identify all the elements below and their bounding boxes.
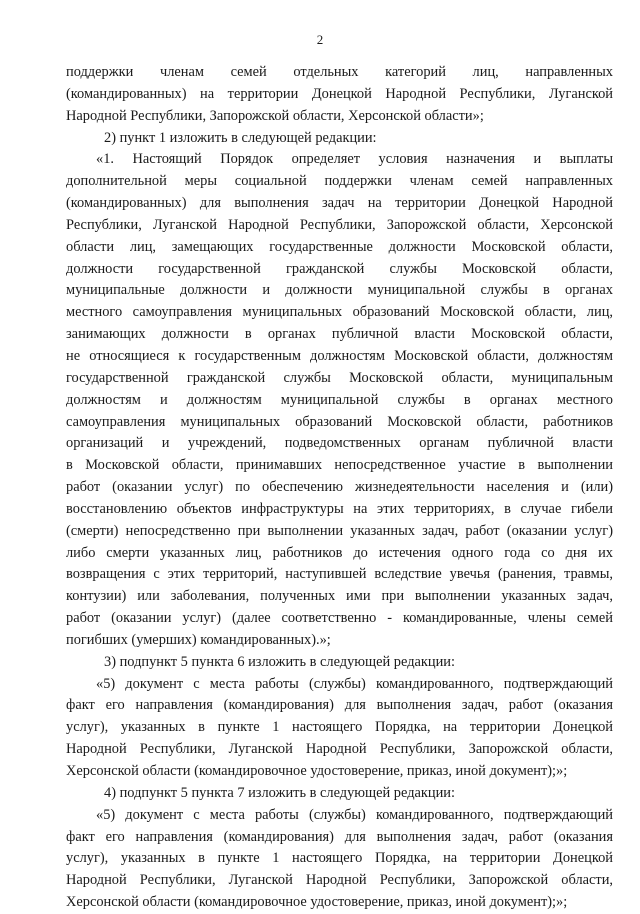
text-line: «5) документ с места работы (службы) командированного, подтверждающий [96, 675, 613, 692]
text-line: Херсонской области (командировочное удостоверение, приказ, иной документ);»; [66, 894, 568, 911]
text-line: 4) подпункт 5 пункта 7 изложить в следующей редакции: [104, 784, 455, 801]
text-line: государственной гражданской службы Московской области, муниципальным [66, 369, 613, 386]
text-line: организаций и учреждений, подведомственных органам публичной власти [66, 435, 613, 452]
text-line: (командированных) на территории Донецкой Народной Республики, Луганской [66, 85, 613, 102]
text-line: контузии) или заболевания, полученных ими при выполнении указанных задач, [66, 588, 613, 605]
text-line: Народной Республики, Луганской Народной Республики, Запорожской области, [66, 872, 613, 889]
text-line: работ (оказании услуг) (далее соответственно - командированные, члены семей [66, 610, 613, 627]
text-line: «5) документ с места работы (службы) командированного, подтверждающий [96, 806, 613, 823]
text-line: 2) пункт 1 изложить в следующей редакции: [104, 129, 377, 146]
text-line: погибших (умерших) командированных).»; [66, 631, 331, 648]
text-line: восстановлению объектов инфраструктуры на этих территориях, в случае гибели [66, 500, 613, 517]
text-line: Народной Республики, Луганской Народной Республики, Запорожской области, [66, 741, 613, 758]
text-line: факт его направления (командирования) для выполнения задач, работ (оказания [66, 697, 613, 714]
text-line: Херсонской области (командировочное удостоверение, приказ, иной документ);»; [66, 763, 568, 779]
text-line: самоуправления муниципальных образований Московской области, работников [66, 413, 613, 430]
text-line: возвращения с этих территорий, наступившей вследствие увечья (ранения, травмы, [66, 566, 613, 583]
text-line: 3) подпункт 5 пункта 6 изложить в следующей редакции: [104, 653, 455, 670]
text-line: должностям и должностям муниципальной службы в органах местного [66, 391, 613, 408]
text-line: либо смерти указанных лиц, работников до истечения одного года со дня их [66, 544, 613, 561]
text-line: не относящиеся к государственным должностям Московской области, должностям [66, 347, 613, 364]
text-line: факт его направления (командирования) для выполнения задач, работ (оказания [66, 828, 613, 845]
text-line: в Московской области, принимавших непосредственное участие в выполнении [66, 457, 613, 474]
text-line: Народной Республики, Запорожской области, Херсонской области»; [66, 107, 484, 124]
text-line: (смерти) непосредственно при выполнении указанных задач, работ (оказании услуг) [66, 522, 613, 539]
text-line: Республики, Луганской Народной Республики, Запорожской области, Херсонской [66, 216, 613, 233]
text-line: области лиц, замещающих государственные должности Московской области, [66, 238, 613, 255]
text-line: муниципальные должности и должности муниципальной службы в органах [66, 282, 613, 299]
text-line: (командированных) для выполнения задач на территории Донецкой Народной [66, 195, 613, 212]
text-line: услуг), указанных в пункте 1 настоящего Порядка, на территории Донецкой [66, 850, 613, 867]
text-line: услуг), указанных в пункте 1 настоящего Порядка, на территории Донецкой [66, 719, 613, 736]
document-body [66, 62, 613, 914]
text-line: работ (оказании услуг) по обеспечению жизнедеятельности населения и (или) [66, 479, 613, 496]
text-line: занимающих должности в органах публичной власти Московской области, [66, 326, 613, 343]
text-line: местного самоуправления муниципальных образований Московской области, лиц, [66, 304, 613, 321]
text-line: должности государственной гражданской службы Московской области, [66, 260, 613, 277]
text-line: дополнительной меры социальной поддержки членам семей направленных [66, 173, 613, 190]
page-number: 2 [316, 32, 324, 47]
text-line: «1. Настоящий Порядок определяет условия назначения и выплаты [96, 151, 613, 168]
text-line: поддержки членам семей отдельных категорий лиц, направленных [66, 64, 613, 80]
